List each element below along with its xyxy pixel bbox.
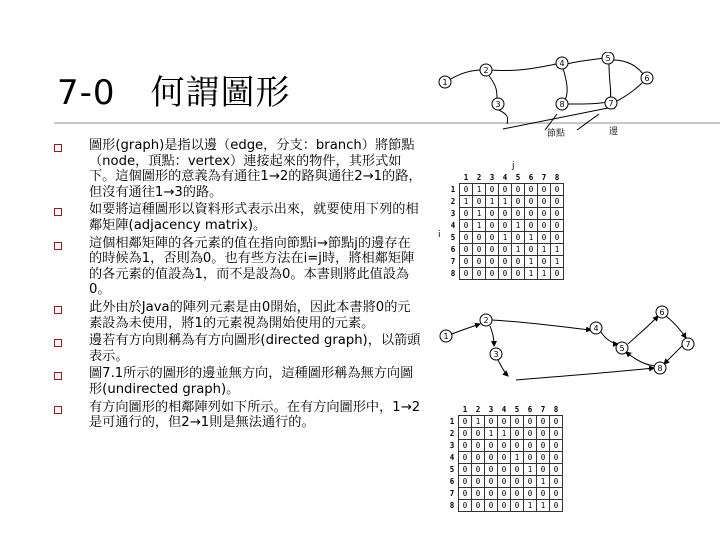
matrix-cell: 0 <box>551 232 564 244</box>
matrix-cell: 0 <box>537 428 550 440</box>
matrix-cell: 0 <box>486 232 499 244</box>
table-row <box>446 500 563 512</box>
matrix-column-header <box>446 404 459 416</box>
list-item <box>52 236 422 298</box>
matrix-cell: 0 <box>512 256 525 268</box>
matrix-cell: 1 <box>472 416 485 428</box>
matrix-column-header: 3 <box>488 405 494 414</box>
matrix-row-header: 7 <box>449 489 455 498</box>
matrix-cell: 0 <box>486 268 499 280</box>
bullet-square-icon <box>54 372 62 380</box>
matrix-cell: 0 <box>472 476 485 488</box>
list-item <box>52 366 422 397</box>
matrix-cell: 0 <box>524 416 537 428</box>
matrix-column-header: 2 <box>475 405 481 414</box>
matrix-cell: 0 <box>485 500 498 512</box>
matrix-cell: 0 <box>537 464 550 476</box>
matrix-cell: 0 <box>550 500 563 512</box>
matrix-cell: 0 <box>473 256 486 268</box>
matrix-row-header: 8 <box>449 501 455 510</box>
matrix-column-header: 1 <box>462 405 468 414</box>
node-label: 4 <box>593 324 599 333</box>
matrix-cell: 0 <box>551 208 564 220</box>
matrix-cell: 0 <box>525 244 538 256</box>
matrix-cell: 1 <box>537 500 550 512</box>
matrix-cell: 0 <box>498 488 511 500</box>
node-label: 6 <box>644 74 650 83</box>
matrix-header-row <box>447 172 564 184</box>
node-callout-label: 節點 <box>547 129 566 139</box>
matrix-cell: 0 <box>486 208 499 220</box>
matrix-row-header: 7 <box>450 257 456 266</box>
node-label: 8 <box>559 100 565 109</box>
matrix-cell: 1 <box>486 196 499 208</box>
node-label: 7 <box>608 99 614 108</box>
table-row <box>447 256 564 268</box>
bullet-text: 此外由於Java的陣列元素是由0開始，因此本書將0的元素設為未使用，將1的元素視為開始使用的元素。 <box>89 299 411 331</box>
node-label: 6 <box>659 308 665 317</box>
matrix-cell: 0 <box>511 476 524 488</box>
matrix-column-header: 8 <box>553 405 559 414</box>
matrix-cell: 1 <box>473 208 486 220</box>
table-row <box>446 488 563 500</box>
matrix-cell: 0 <box>498 416 511 428</box>
matrix-cell: 0 <box>525 208 538 220</box>
matrix-cell: 0 <box>459 500 472 512</box>
matrix-cell: 1 <box>525 232 538 244</box>
table-row <box>446 416 563 428</box>
matrix-cell: 0 <box>525 220 538 232</box>
matrix-cell: 0 <box>472 452 485 464</box>
bullet-text: 圖形(graph)是指以邊（edge，分支：branch）將節點（node，頂點：vertex）連接起來的物件，其形式如下。這個圖形的意義為有通往1→2的路與通往2→1的路，但沒有通往1→3的路。 <box>89 138 422 200</box>
node-label: 3 <box>493 350 499 359</box>
matrix-row-header: 4 <box>450 221 456 230</box>
matrix-cell: 0 <box>486 184 499 196</box>
matrix-cell: 0 <box>459 476 472 488</box>
node-label: 5 <box>619 344 625 353</box>
matrix-cell: 0 <box>460 208 473 220</box>
matrix-column-header: 5 <box>514 405 520 414</box>
matrix-cell: 0 <box>524 452 537 464</box>
list-item <box>52 138 422 200</box>
matrix-cell: 0 <box>511 500 524 512</box>
matrix-cell: 0 <box>525 196 538 208</box>
matrix-cell: 0 <box>511 488 524 500</box>
matrix-header-row <box>446 404 563 416</box>
matrix-cell: 0 <box>499 184 512 196</box>
undirected-graph-figure <box>437 52 659 140</box>
matrix-cell: 1 <box>499 232 512 244</box>
matrix-cell: 0 <box>550 488 563 500</box>
matrix-cell: 0 <box>524 428 537 440</box>
bullet-text: 圖7.1所示的圖形的邊並無方向，這種圖形稱為無方向圖形(undirected graph)。 <box>89 366 414 397</box>
matrix-cell: 0 <box>511 428 524 440</box>
matrix-cell: 0 <box>498 500 511 512</box>
matrix-cell: 0 <box>460 256 473 268</box>
list-item <box>52 202 422 233</box>
matrix-row-header: 8 <box>450 269 456 278</box>
matrix-cell: 1 <box>525 268 538 280</box>
matrix-cell: 0 <box>485 476 498 488</box>
directed-graph-figure <box>436 302 698 387</box>
bullet-text: 有方向圖形的相鄰陣列如下所示。在有方向圖形中，1→2是可通行的，但2→1則是無法通行的。 <box>89 399 421 431</box>
matrix-cell: 0 <box>459 488 472 500</box>
matrix-cell: 0 <box>498 476 511 488</box>
matrix-cell: 0 <box>512 196 525 208</box>
matrix-cell: 0 <box>550 476 563 488</box>
matrix-cell: 1 <box>499 196 512 208</box>
matrix-row-label: i <box>438 230 441 240</box>
matrix-cell: 1 <box>473 184 486 196</box>
node-label: 1 <box>443 332 449 341</box>
matrix-cell: 0 <box>472 440 485 452</box>
matrix-cell: 0 <box>538 256 551 268</box>
list-item <box>52 333 422 364</box>
edge-callout-label: 邊 <box>609 127 619 137</box>
matrix-cell: 1 <box>512 244 525 256</box>
matrix-cell: 0 <box>537 452 550 464</box>
table-row <box>447 208 564 220</box>
bullet-square-icon <box>54 242 62 250</box>
matrix-column-label: j <box>512 161 515 171</box>
matrix-cell: 0 <box>459 452 472 464</box>
node-label: 2 <box>483 316 489 325</box>
matrix-cell: 0 <box>459 440 472 452</box>
matrix-row-header: 6 <box>449 477 455 486</box>
matrix-column-header: 6 <box>528 173 534 182</box>
matrix-row-header: 3 <box>450 209 456 218</box>
bullet-square-icon <box>54 208 62 216</box>
matrix-cell: 0 <box>486 220 499 232</box>
table-row <box>446 428 563 440</box>
matrix-cell: 0 <box>473 232 486 244</box>
matrix-cell: 0 <box>485 488 498 500</box>
adjacency-matrix-directed <box>446 404 563 512</box>
matrix-cell: 1 <box>551 256 564 268</box>
matrix-column-header <box>447 172 460 184</box>
matrix-cell: 0 <box>499 220 512 232</box>
matrix-cell: 0 <box>525 184 538 196</box>
matrix-cell: 0 <box>499 244 512 256</box>
matrix-cell: 0 <box>485 452 498 464</box>
matrix-cell: 0 <box>537 488 550 500</box>
matrix-cell: 1 <box>551 244 564 256</box>
table-row <box>446 440 563 452</box>
adjacency-matrix-undirected <box>447 172 564 280</box>
matrix-cell: 0 <box>460 184 473 196</box>
matrix-cell: 0 <box>485 440 498 452</box>
list-item <box>52 300 422 331</box>
matrix-cell: 0 <box>473 244 486 256</box>
matrix-cell: 0 <box>498 464 511 476</box>
matrix-column-header: 8 <box>554 173 560 182</box>
matrix-cell: 1 <box>538 268 551 280</box>
node-label: 4 <box>559 59 565 68</box>
node-label: 3 <box>495 100 501 109</box>
matrix-cell: 0 <box>538 220 551 232</box>
matrix-cell: 0 <box>485 464 498 476</box>
matrix-cell: 1 <box>537 476 550 488</box>
matrix-cell: 0 <box>473 268 486 280</box>
matrix-cell: 0 <box>499 268 512 280</box>
matrix-column-header: 4 <box>502 173 508 182</box>
matrix-cell: 0 <box>512 184 525 196</box>
table-row <box>446 452 563 464</box>
matrix-cell: 0 <box>472 500 485 512</box>
matrix-column-header: 3 <box>489 173 495 182</box>
matrix-cell: 0 <box>460 232 473 244</box>
matrix-cell: 0 <box>537 440 550 452</box>
table-row <box>447 268 564 280</box>
matrix-cell: 1 <box>525 256 538 268</box>
matrix-cell: 0 <box>512 268 525 280</box>
matrix-cell: 0 <box>512 208 525 220</box>
matrix-cell: 0 <box>551 268 564 280</box>
table-row <box>447 244 564 256</box>
matrix-row-header: 6 <box>450 245 456 254</box>
matrix-row-header: 1 <box>449 417 455 426</box>
matrix-cell: 0 <box>538 232 551 244</box>
table-row <box>446 476 563 488</box>
matrix-cell: 0 <box>472 488 485 500</box>
node-label: 1 <box>442 78 448 87</box>
matrix-cell: 0 <box>550 464 563 476</box>
matrix-cell: 1 <box>538 244 551 256</box>
matrix-cell: 0 <box>498 452 511 464</box>
node-label: 8 <box>657 364 663 373</box>
matrix-cell: 0 <box>473 196 486 208</box>
matrix-cell: 1 <box>511 452 524 464</box>
bullet-text: 邊若有方向則稱為有方向圖形(directed graph)，以箭頭表示。 <box>89 333 421 364</box>
matrix-cell: 0 <box>537 416 550 428</box>
matrix-cell: 0 <box>551 196 564 208</box>
table-row <box>446 464 563 476</box>
matrix-column-header: 7 <box>541 173 547 182</box>
page-title: 7-0 何謂圖形 <box>57 73 291 113</box>
matrix-cell: 1 <box>512 220 525 232</box>
matrix-cell: 0 <box>511 416 524 428</box>
matrix-cell: 0 <box>472 428 485 440</box>
matrix-cell: 1 <box>460 196 473 208</box>
matrix-row-header: 3 <box>449 441 455 450</box>
matrix-column-header: 2 <box>476 173 482 182</box>
bullet-list <box>52 138 422 433</box>
matrix-cell: 0 <box>511 464 524 476</box>
matrix-cell: 0 <box>550 416 563 428</box>
matrix-cell: 0 <box>511 440 524 452</box>
matrix-cell: 0 <box>524 488 537 500</box>
matrix-row-header: 2 <box>449 429 455 438</box>
matrix-column-header: 7 <box>540 405 546 414</box>
bullet-text: 這個相鄰矩陣的各元素的值在指向節點i→節點j的邊存在的時候為1，否則為0。也有些方法在i=j時，將相鄰矩陣的各元素的值設為1，而不是設為0。本書則將此值設為0。 <box>89 235 415 298</box>
matrix-row-header: 2 <box>450 197 456 206</box>
matrix-cell: 0 <box>459 416 472 428</box>
matrix-cell: 1 <box>498 428 511 440</box>
matrix-cell: 0 <box>460 220 473 232</box>
matrix-cell: 1 <box>524 464 537 476</box>
matrix-column-header: 5 <box>515 173 521 182</box>
matrix-cell: 0 <box>524 476 537 488</box>
matrix-cell: 0 <box>551 184 564 196</box>
table-row <box>447 232 564 244</box>
bullet-text: 如要將這種圖形以資料形式表示出來，就要使用下列的相鄰矩陣(adjacency matrix)。 <box>89 202 419 233</box>
matrix-cell: 0 <box>459 428 472 440</box>
matrix-cell: 0 <box>538 208 551 220</box>
matrix-cell: 1 <box>485 428 498 440</box>
matrix-cell: 1 <box>473 220 486 232</box>
node-label: 5 <box>605 54 611 63</box>
matrix-cell: 0 <box>524 440 537 452</box>
table-row <box>447 196 564 208</box>
matrix-cell: 0 <box>538 184 551 196</box>
table-row <box>447 220 564 232</box>
matrix-row-header: 5 <box>450 233 456 242</box>
bullet-square-icon <box>54 406 62 414</box>
matrix-row-header: 4 <box>449 453 455 462</box>
bullet-square-icon <box>54 144 62 152</box>
matrix-cell: 0 <box>499 256 512 268</box>
matrix-cell: 0 <box>486 244 499 256</box>
matrix-column-header: 6 <box>527 405 533 414</box>
matrix-cell: 0 <box>459 464 472 476</box>
matrix-cell: 0 <box>498 440 511 452</box>
matrix-cell: 0 <box>486 256 499 268</box>
matrix-cell: 0 <box>538 196 551 208</box>
matrix-column-header: 4 <box>501 405 507 414</box>
matrix-cell: 0 <box>485 416 498 428</box>
bullet-square-icon <box>54 306 62 314</box>
matrix-column-header: 1 <box>463 173 469 182</box>
matrix-cell: 0 <box>499 208 512 220</box>
matrix-row-header: 1 <box>450 185 456 194</box>
matrix-cell: 0 <box>550 428 563 440</box>
matrix-cell: 0 <box>551 220 564 232</box>
matrix-cell: 0 <box>550 440 563 452</box>
matrix-cell: 0 <box>460 244 473 256</box>
matrix-cell: 0 <box>472 464 485 476</box>
list-item <box>52 400 422 431</box>
matrix-row-header: 5 <box>449 465 455 474</box>
matrix-cell: 0 <box>460 268 473 280</box>
node-label: 7 <box>685 340 691 349</box>
table-row <box>447 184 564 196</box>
matrix-cell: 1 <box>524 500 537 512</box>
node-label: 2 <box>483 66 489 75</box>
matrix-cell: 0 <box>550 452 563 464</box>
bullet-square-icon <box>54 339 62 347</box>
matrix-cell: 0 <box>512 232 525 244</box>
